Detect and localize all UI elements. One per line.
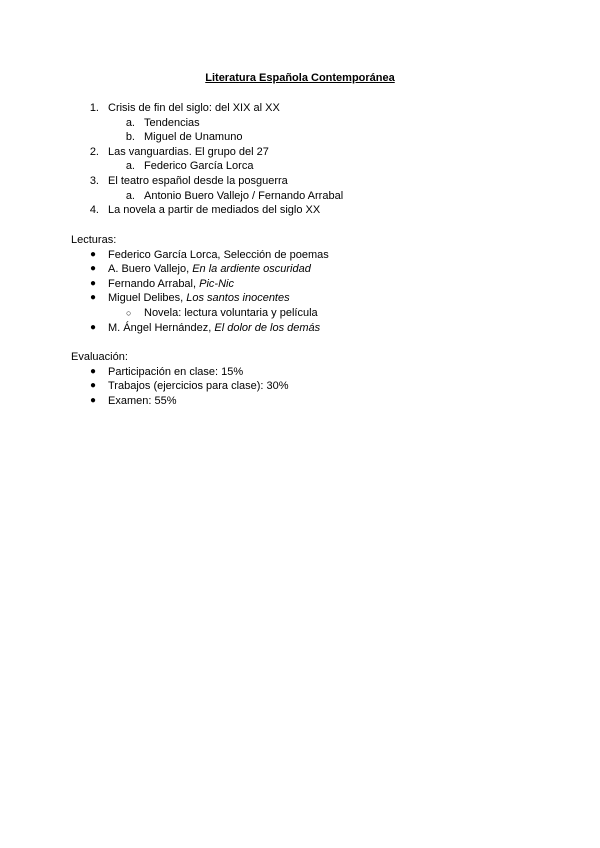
list-number: 2. [89, 145, 99, 158]
bullet-icon: ● [90, 380, 97, 392]
reading-text: Federico García Lorca, Selección de poemas [108, 248, 329, 261]
evaluation-section [0, 350, 600, 408]
circle-bullet-icon: ○ [126, 307, 132, 318]
sub-list-item [0, 189, 600, 204]
readings-heading-row [0, 233, 600, 248]
evaluation-item: Trabajos (ejercicios para clase): 30% [108, 380, 289, 393]
sub-list-letter: a. [125, 116, 135, 129]
list-item [0, 394, 600, 409]
list-item [0, 321, 600, 336]
list-item-text: El teatro español desde la posguerra [108, 174, 288, 187]
sub-list-letter: b. [125, 131, 135, 144]
sub-list-letter: a. [125, 160, 135, 173]
sub-list-item-text: Tendencias [144, 116, 200, 129]
bullet-icon: ● [90, 321, 97, 333]
list-item [0, 248, 600, 263]
evaluation-item: Participación en clase: 15% [108, 365, 244, 378]
list-number: 1. [89, 102, 99, 114]
sub-list-item [0, 130, 600, 145]
sub-list-item [0, 116, 600, 131]
sub-list-item [0, 159, 600, 174]
evaluation-item: Examen: 55% [108, 394, 177, 407]
list-item [0, 262, 600, 277]
list-item-text: Las vanguardias. El grupo del 27 [108, 145, 269, 158]
list-number: 3. [89, 174, 99, 187]
sub-list-item-text: Antonio Buero Vallejo / Fernando Arrabal [144, 189, 344, 202]
bullet-icon: ● [90, 292, 97, 304]
reading-text: M. Ángel Hernández, El dolor de los demás [108, 321, 321, 334]
list-item [0, 365, 600, 380]
list-item [0, 277, 600, 292]
readings-section [0, 233, 600, 335]
list-item [0, 174, 600, 189]
list-item-text: Crisis de fin del siglo: del XIX al XX [108, 102, 280, 114]
list-item [0, 101, 600, 116]
bullet-icon: ● [90, 394, 97, 406]
reading-text: Fernando Arrabal, Pic-Nic [108, 277, 234, 290]
list-item [0, 145, 600, 160]
sub-list-item-text: Miguel de Unamuno [144, 131, 243, 144]
bullet-icon: ● [90, 248, 97, 260]
list-item [0, 203, 600, 218]
page-title: Literatura Española Contemporánea [205, 72, 395, 84]
readings-heading: Lecturas: [71, 234, 117, 246]
list-number: 4. [89, 204, 99, 217]
list-item-text: La novela a partir de mediados del siglo XX [108, 204, 321, 217]
evaluation-heading-row [0, 350, 600, 365]
bullet-icon: ● [90, 277, 97, 289]
list-item [0, 379, 600, 394]
sub-list-item-text: Federico García Lorca [144, 160, 254, 173]
evaluation-heading: Evaluación: [71, 351, 128, 363]
reading-text: Miguel Delibes, Los santos inocentes [108, 292, 290, 305]
sub-list-item [0, 306, 600, 321]
bullet-icon: ● [90, 263, 97, 275]
sub-list-letter: a. [125, 189, 135, 202]
reading-note: Novela: lectura voluntaria y película [144, 306, 318, 319]
reading-text: A. Buero Vallejo, En la ardiente oscuridad [108, 263, 311, 276]
syllabus-list [0, 101, 600, 218]
bullet-icon: ● [90, 365, 97, 377]
list-item [0, 291, 600, 306]
